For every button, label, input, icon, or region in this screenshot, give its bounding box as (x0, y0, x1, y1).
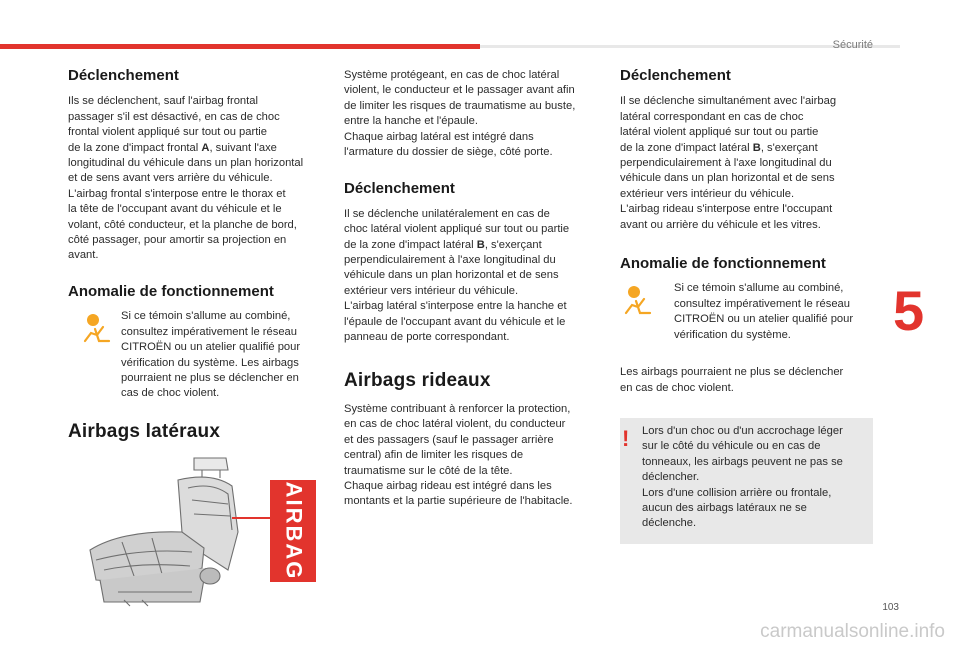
text-fragment: , suivant l'axe (209, 141, 277, 154)
left-column (68, 67, 333, 442)
text-line: entre la hanche et l'épaule. (344, 115, 478, 128)
text-line: tonneaux, les airbags peuvent ne pas se (642, 455, 843, 468)
section-heading-declenchement: Déclenchement (68, 67, 179, 84)
text-line: Il se déclenche simultanément avec l'airbag (620, 95, 837, 108)
text-line: pourraient ne plus se déclencher en (121, 371, 299, 384)
text-line: avant. (68, 249, 99, 262)
text-line: vérification du système. (674, 328, 791, 341)
text-line: avant ou arrière du véhicule et les vitres. (620, 218, 821, 231)
caution-box (620, 418, 873, 544)
paragraph-frontal (68, 94, 333, 263)
text-line: montants et la partie supérieure de l'habitacle. (344, 495, 573, 508)
airbag-label-strip (270, 480, 316, 582)
watermark: carmanualsonline.info (760, 621, 945, 642)
airbag-warning-icon (81, 311, 117, 347)
paragraph-lateral-intro (344, 68, 599, 160)
text-line: côté passager, pour amortir sa projection en (68, 234, 287, 247)
chapter-number: 5 (893, 279, 925, 342)
page-number: 103 (882, 602, 899, 613)
text-fragment: , s'exerçant (484, 238, 542, 251)
text-line: volant, côté conducteur, et la planche de bord, (68, 218, 297, 231)
text-line: l'armature du dossier de siège, côté porte. (344, 146, 553, 159)
text-line: et des passagers (sauf le passager arrière (344, 433, 554, 446)
text-line: Système protégeant, en cas de choc latéral (344, 69, 560, 81)
text-line (620, 141, 875, 156)
text-line: extérieur vers intérieur du véhicule. (344, 284, 519, 297)
airbag-warning-icon (622, 283, 658, 319)
text-line: cas de choc violent. (121, 387, 220, 400)
callout-line (232, 512, 272, 524)
text-line: latéral violent appliqué sur tout ou partie (620, 126, 819, 139)
text-line: perpendiculairement à l'axe longitudinal du (344, 254, 556, 267)
text-line: l'épaule de l'occupant avant du véhicule et le (344, 315, 566, 328)
text-line: Si ce témoin s'allume au combiné, (121, 310, 291, 323)
text-line: central) afin de limiter les risques de (344, 449, 524, 462)
text-line: L'airbag rideau s'interpose entre l'occupant (620, 203, 833, 216)
text-line: Il se déclenche unilatéralement en cas de (344, 207, 550, 220)
text-line: en cas de choc latéral violent, du conducteur (344, 418, 566, 431)
text-line: panneau de porte correspondant. (344, 331, 510, 344)
caution-text (642, 424, 867, 532)
paragraph-rideaux (344, 402, 599, 510)
text-line: longitudinal du véhicule dans un plan horizontal (68, 157, 304, 170)
zone-letter: B (476, 238, 485, 251)
text-line: frontal violent appliqué sur tout ou partie (68, 126, 268, 139)
text-line: latéral correspondant en cas de choc (620, 110, 804, 123)
warning-notice (620, 281, 875, 343)
text-fragment: de la zone d'impact latéral (620, 141, 753, 154)
paragraph-lateral (344, 207, 599, 346)
text-line: Lors d'une collision arrière ou frontale, (642, 486, 832, 499)
text-line: en cas de choc violent. (620, 381, 734, 394)
text-line: Lors d'un choc ou d'un accrochage léger (642, 425, 843, 437)
text-line: passager s'il est désactivé, en cas de choc (68, 110, 280, 123)
text-line (68, 141, 333, 156)
seat-illustration (82, 452, 262, 607)
text-line: sur le côté du véhicule ou en cas de (642, 440, 821, 453)
text-line: traumatisme sur le côté de la tête. (344, 464, 513, 477)
right-column (620, 68, 875, 396)
text-line: L'airbag frontal s'interpose entre le thorax et (68, 187, 286, 200)
airbag-label-text: AIRBAG (281, 481, 306, 581)
zone-letter: B (752, 141, 761, 154)
text-line: extérieur vers intérieur du véhicule. (620, 187, 795, 200)
text-line: et de sens avant vers arrière du véhicule. (68, 172, 273, 185)
section-title-airbags-lateraux: Airbags latéraux (68, 420, 221, 442)
section-heading-declenchement: Déclenchement (620, 67, 731, 84)
section-heading-declenchement: Déclenchement (344, 180, 455, 198)
text-line: perpendiculairement à l'axe longitudinal du (620, 157, 832, 170)
text-line: Les airbags pourraient ne plus se déclencher (620, 366, 844, 379)
text-fragment: de la zone d'impact frontal (68, 141, 202, 154)
text-line: L'airbag latéral s'interpose entre la hanche et (344, 300, 567, 313)
text-line: véhicule dans un plan horizontal et de sens (344, 269, 559, 282)
exclamation-icon: ! (622, 426, 630, 451)
text-line: Chaque airbag rideau est intégré dans les (344, 479, 552, 492)
section-heading-anomalie: Anomalie de fonctionnement (68, 282, 274, 300)
text-line: CITROËN ou un atelier qualifié pour (674, 313, 854, 326)
text-fragment: de la zone d'impact latéral (344, 238, 477, 251)
text-line: violent, le conducteur et le passager avant afin (344, 84, 575, 97)
text-line: véhicule dans un plan horizontal et de sens (620, 172, 835, 185)
text-line: consultez impérativement le réseau (121, 325, 297, 338)
text-line: vérification du système. Les airbags (121, 356, 299, 369)
paragraph-anomalie-note (620, 365, 875, 396)
text-line: Système contribuant à renforcer la protection, (344, 402, 571, 415)
zone-letter: A (201, 141, 210, 154)
section-label: Sécurité (832, 39, 873, 51)
middle-column (344, 68, 599, 510)
text-line: CITROËN ou un atelier qualifié pour (121, 341, 301, 354)
text-line: déclencher. (642, 471, 700, 484)
text-line: Si ce témoin s'allume au combiné, (674, 282, 844, 295)
section-heading-anomalie: Anomalie de fonctionnement (620, 255, 826, 273)
text-line: de limiter les risques de traumatisme au buste, (344, 99, 576, 112)
text-line: choc latéral violent appliqué sur tout ou partie (344, 223, 570, 236)
text-fragment: , s'exerçant (760, 141, 818, 154)
header-accent-bar (0, 44, 480, 49)
paragraph-rideau (620, 94, 875, 233)
text-line: aucun des airbags latéraux ne se (642, 502, 807, 515)
text-line: la tête de l'occupant avant du véhicule et le (68, 203, 282, 216)
text-line: consultez impérativement le réseau (674, 297, 850, 310)
text-line (344, 238, 599, 253)
text-line: déclenche. (642, 517, 697, 530)
text-line: Ils se déclenchent, sauf l'airbag frontal (68, 95, 258, 108)
section-title-airbags-rideaux: Airbags rideaux (344, 369, 491, 391)
text-line: Chaque airbag latéral est intégré dans (344, 130, 534, 143)
warning-notice (68, 309, 333, 401)
